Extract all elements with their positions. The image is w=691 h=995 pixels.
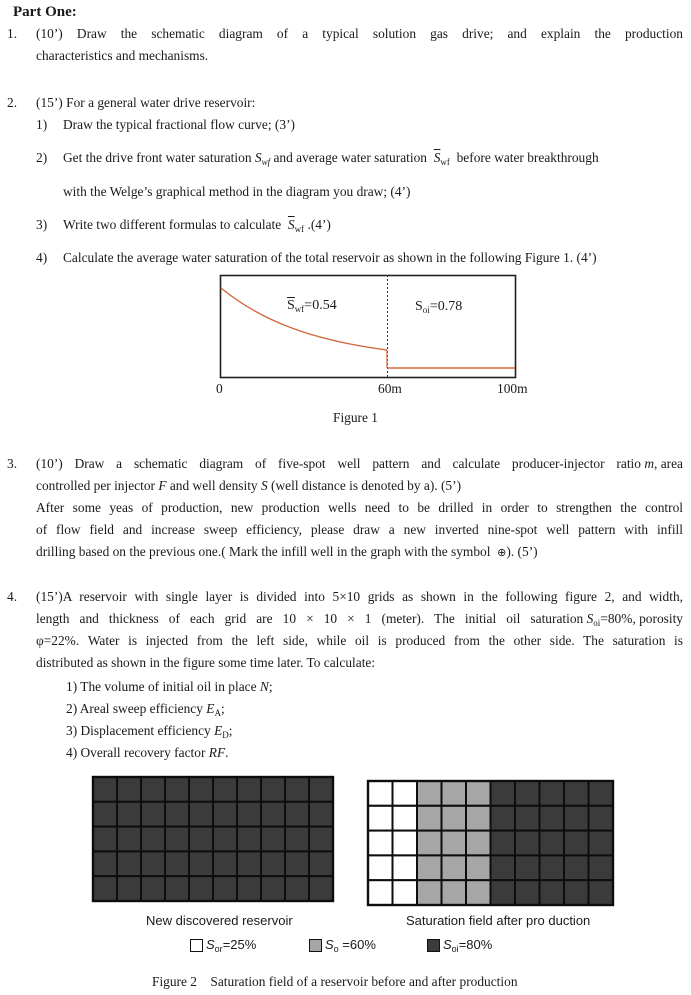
grid-cell [515, 831, 540, 856]
grid-svg [368, 781, 613, 905]
legend-soi [427, 936, 492, 954]
grid-cell [466, 880, 491, 905]
grid-cell [117, 827, 141, 852]
grid-cell [564, 806, 589, 831]
legend-sor-value: =25% [222, 937, 257, 952]
legend-so-s: S [325, 937, 334, 952]
q4-item-3-post: ; [228, 723, 233, 738]
grid-cell [261, 802, 285, 827]
soi-label-sub: oi [422, 305, 430, 315]
grid-cell [141, 851, 165, 876]
grid-cell [213, 777, 237, 802]
soi-label-value: =0.78 [429, 299, 463, 314]
grid-cell [309, 876, 333, 901]
grid-cell [393, 781, 418, 806]
grid-cell [393, 880, 418, 905]
grid-cell [93, 802, 117, 827]
grid-cell [285, 876, 309, 901]
q3-line1-end: , area [654, 456, 683, 471]
symbol-m: m [644, 456, 654, 471]
legend-sor-s: S [206, 937, 215, 952]
grid-cell [213, 851, 237, 876]
grid-cell [117, 876, 141, 901]
grid-cell [189, 851, 213, 876]
grid-cell [141, 777, 165, 802]
q3-line2-post: (well distance is denoted by a). (5’) [267, 478, 462, 493]
q4-item-1-post: ; [268, 679, 273, 694]
q2-sub2-mid: and average water saturation [270, 150, 431, 165]
grid-cell [261, 777, 285, 802]
grid-cell [540, 855, 565, 880]
infill-well-symbol-icon: ⊕ [497, 547, 507, 559]
legend-swatch-white [190, 939, 203, 952]
legend-soi-value: =80% [458, 937, 493, 952]
grid-cell [237, 876, 261, 901]
q4-line2-post: =80%, porosity [600, 611, 683, 626]
q2-sub3-post: .(4’) [304, 217, 331, 232]
grid-cell [285, 777, 309, 802]
q4-item-3-pre: 3) Displacement efficiency [66, 723, 215, 738]
q4-item-1 [66, 678, 273, 696]
grid-cell [93, 777, 117, 802]
grid-cell [442, 831, 467, 856]
grid-cell [491, 880, 516, 905]
q2-sub2-number: 2) [36, 150, 48, 165]
figure2-left-title: New discovered reservoir [146, 913, 293, 928]
legend-so [309, 936, 376, 954]
grid-cell [93, 876, 117, 901]
q4-item-2-pre: 2) Areal sweep efficiency [66, 701, 207, 716]
q3-line2-mid: and well density [166, 478, 261, 493]
grid-svg [93, 777, 333, 901]
q3-line5-post: ). (5’) [506, 544, 538, 559]
q4-line4: distributed as shown in the figure some time later. To calculate: [36, 655, 376, 670]
grid-cell [466, 831, 491, 856]
grid-cell [285, 851, 309, 876]
symbol-f: F [158, 478, 167, 493]
q2-sub1-text: Draw the typical fractional flow curve; (3’) [63, 117, 296, 132]
q4-item-3 [66, 722, 233, 740]
grid-cell [466, 781, 491, 806]
grid-cell [417, 806, 442, 831]
q3-line5 [36, 543, 538, 562]
grid-cell [213, 876, 237, 901]
grid-cell [165, 802, 189, 827]
grid-cell [442, 781, 467, 806]
q3-line2 [36, 477, 461, 495]
q2-sub2-post: before water breakthrough [453, 150, 599, 165]
grid-cell [165, 851, 189, 876]
grid-cell [515, 880, 540, 905]
grid-cell [491, 781, 516, 806]
q3-line4: of flow field and increase sweep efficiency, please draw a new inverted nine-spot well pattern with infill [36, 522, 683, 537]
grid-cell [189, 876, 213, 901]
grid-cell [309, 777, 333, 802]
symbol-s: S [260, 478, 268, 493]
grid-cell [442, 880, 467, 905]
swf-label-sub: wf [294, 304, 305, 314]
symbol-n: N [259, 679, 269, 694]
q2-sub1-number: 1) [36, 117, 48, 132]
swf-bar-s: $\overline{S}$ [433, 150, 441, 165]
grid-cell [564, 781, 589, 806]
grid-cell [393, 855, 418, 880]
soi-label-s: S [415, 299, 423, 314]
grid-cell [261, 876, 285, 901]
grid-cell [564, 855, 589, 880]
grid-cell [442, 806, 467, 831]
grid-cell [540, 880, 565, 905]
q4-line1: (15’)A reservoir with single layer is divided into 5×10 grids as shown in the following figure 2, and width, [36, 589, 683, 604]
legend-swatch-dark [427, 939, 440, 952]
q1-number: 1. [7, 26, 18, 41]
grid-cell [417, 880, 442, 905]
swf-s: S [254, 150, 262, 165]
grid-cell [589, 806, 614, 831]
grid-cell [93, 827, 117, 852]
grid-cell [237, 827, 261, 852]
grid-cell [491, 806, 516, 831]
soi-s: S [586, 611, 594, 626]
grid-cell [491, 855, 516, 880]
grid-cell [189, 802, 213, 827]
grid-cell [442, 855, 467, 880]
grid-cell [540, 806, 565, 831]
legend-swatch-gray [309, 939, 322, 952]
q2-sub2-line2: with the Welge’s graphical method in the diagram you draw; (4’) [63, 184, 411, 199]
grid-cell [237, 851, 261, 876]
q3-line2-pre: controlled per injector [36, 478, 159, 493]
figure1-soi-label [415, 298, 462, 316]
grid-cell [589, 880, 614, 905]
q4-item-1-pre: 1) The volume of initial oil in place [66, 679, 260, 694]
figure1-swf-label [287, 297, 337, 315]
grid-cell [417, 781, 442, 806]
grid-cell [309, 802, 333, 827]
swf-bar-sub-2: wf [294, 224, 305, 234]
grid-cell [141, 802, 165, 827]
q4-number: 4. [7, 589, 18, 604]
symbol-rf: RF [208, 745, 226, 760]
q3-line1 [36, 455, 683, 473]
grid-cell [285, 802, 309, 827]
grid-cell [564, 831, 589, 856]
grid-cell [117, 777, 141, 802]
grid-cell [589, 831, 614, 856]
grid-cell [417, 831, 442, 856]
grid-cell [515, 781, 540, 806]
symbol-ed: E [214, 723, 223, 738]
grid-cell [309, 827, 333, 852]
q2-sub4-text: Calculate the average water saturation of the total reservoir as shown in the following Figure 1. (4’) [63, 250, 597, 265]
soi-symbol [587, 611, 601, 626]
symbol-ea-sub: A [214, 708, 221, 718]
q1-line2: characteristics and mechanisms. [36, 48, 209, 63]
grid-cell [393, 831, 418, 856]
grid-cell [165, 827, 189, 852]
q2-sub2-pre: Get the drive front water saturation [63, 150, 255, 165]
q2-intro: (15’) For a general water drive reservoir: [36, 95, 256, 110]
figure1-caption: Figure 1 [333, 410, 379, 425]
swf-bar-sub: wf [440, 157, 450, 167]
grid-cell [589, 781, 614, 806]
grid-cell [141, 827, 165, 852]
grid-saturation-after-production [368, 781, 613, 905]
grid-cell [117, 802, 141, 827]
grid-cell [368, 855, 393, 880]
part-title: Part One: [13, 4, 77, 20]
q3-number: 3. [7, 456, 18, 471]
swf-bar-s-2: $\overline{S}$ [287, 217, 295, 232]
figure2-right-title: Saturation field after pro duction [406, 913, 591, 928]
q4-line2 [36, 610, 683, 628]
q4-item-2-post: ; [220, 701, 225, 716]
legend-sor [190, 936, 256, 954]
x-tick-0: 0 [216, 381, 223, 396]
grid-cell [368, 806, 393, 831]
symbol-ea: E [206, 701, 215, 716]
legend-sor-sub: or [214, 944, 223, 954]
grid-cell [393, 806, 418, 831]
q4-line2-pre: length and thickness of each grid are 10 × 10 × 1 (meter). The initial oil saturation [36, 611, 584, 626]
grid-cell [237, 777, 261, 802]
grid-cell [466, 855, 491, 880]
figure2-caption: Figure 2 Saturation field of a reservoir before and after production [152, 974, 518, 989]
q3-line1-text: (10’) Draw a schematic diagram of five-spot well pattern and calculate producer-injector ratio [36, 456, 641, 471]
legend-soi-sub: oi [451, 944, 459, 954]
q4-item-4-post: . [225, 745, 229, 760]
q2-sub4-number: 4) [36, 250, 48, 265]
grid-cell [309, 851, 333, 876]
grid-cell [261, 851, 285, 876]
grid-cell [540, 781, 565, 806]
grid-cell [417, 855, 442, 880]
q3-line5-pre: drilling based on the previous one.( Mark the infill well in the graph with the symbol [36, 544, 494, 559]
swf-label-value: =0.54 [304, 298, 337, 313]
legend-so-value: =60% [338, 937, 376, 952]
q4-line2-tail [583, 610, 683, 628]
symbol-ed-sub: D [222, 730, 229, 740]
grid-cell [466, 806, 491, 831]
grid-cell [165, 777, 189, 802]
q2-sub3-pre: Write two different formulas to calculate [63, 217, 285, 232]
grid-cell [285, 827, 309, 852]
grid-cell [491, 831, 516, 856]
grid-cell [564, 880, 589, 905]
soi-sub: oi [593, 618, 601, 628]
grid-cell [589, 855, 614, 880]
grid-cell [189, 777, 213, 802]
q4-item-2 [66, 700, 225, 718]
q2-sub3-number: 3) [36, 217, 48, 232]
grid-cell [189, 827, 213, 852]
grid-cell [368, 781, 393, 806]
q1-line1: (10’) Draw the schematic diagram of a typical solution gas drive; and explain the production [36, 26, 683, 41]
q3-line3: After some yeas of production, new production wells need to be drilled in order to strengthen the control [36, 500, 683, 515]
grid-cell [117, 851, 141, 876]
q3-line1-tail [641, 455, 683, 473]
grid-cell [237, 802, 261, 827]
swf-label-s: $\overline{S}$ [287, 298, 295, 313]
grid-cell [165, 876, 189, 901]
grid-cell [515, 806, 540, 831]
q4-line3: φ=22%. Water is injected from the left side, while oil is produced from the other side. The saturation is [36, 633, 683, 648]
grid-cell [213, 802, 237, 827]
grid-cell [213, 827, 237, 852]
grid-cell [515, 855, 540, 880]
grid-cell [540, 831, 565, 856]
grid-cell [261, 827, 285, 852]
grid-cell [141, 876, 165, 901]
grid-cell [368, 831, 393, 856]
q4-item-4 [66, 744, 228, 762]
q4-item-4-pre: 4) Overall recovery factor [66, 745, 209, 760]
grid-new-discovered-reservoir [93, 777, 333, 901]
swf-sub: wf [261, 157, 271, 167]
legend-so-sub: o [333, 944, 339, 954]
grid-cell [368, 880, 393, 905]
legend-soi-s: S [443, 937, 452, 952]
x-tick-100m: 100m [497, 381, 528, 396]
grid-cell [93, 851, 117, 876]
q2-number: 2. [7, 95, 18, 110]
x-tick-60m: 60m [378, 381, 402, 396]
